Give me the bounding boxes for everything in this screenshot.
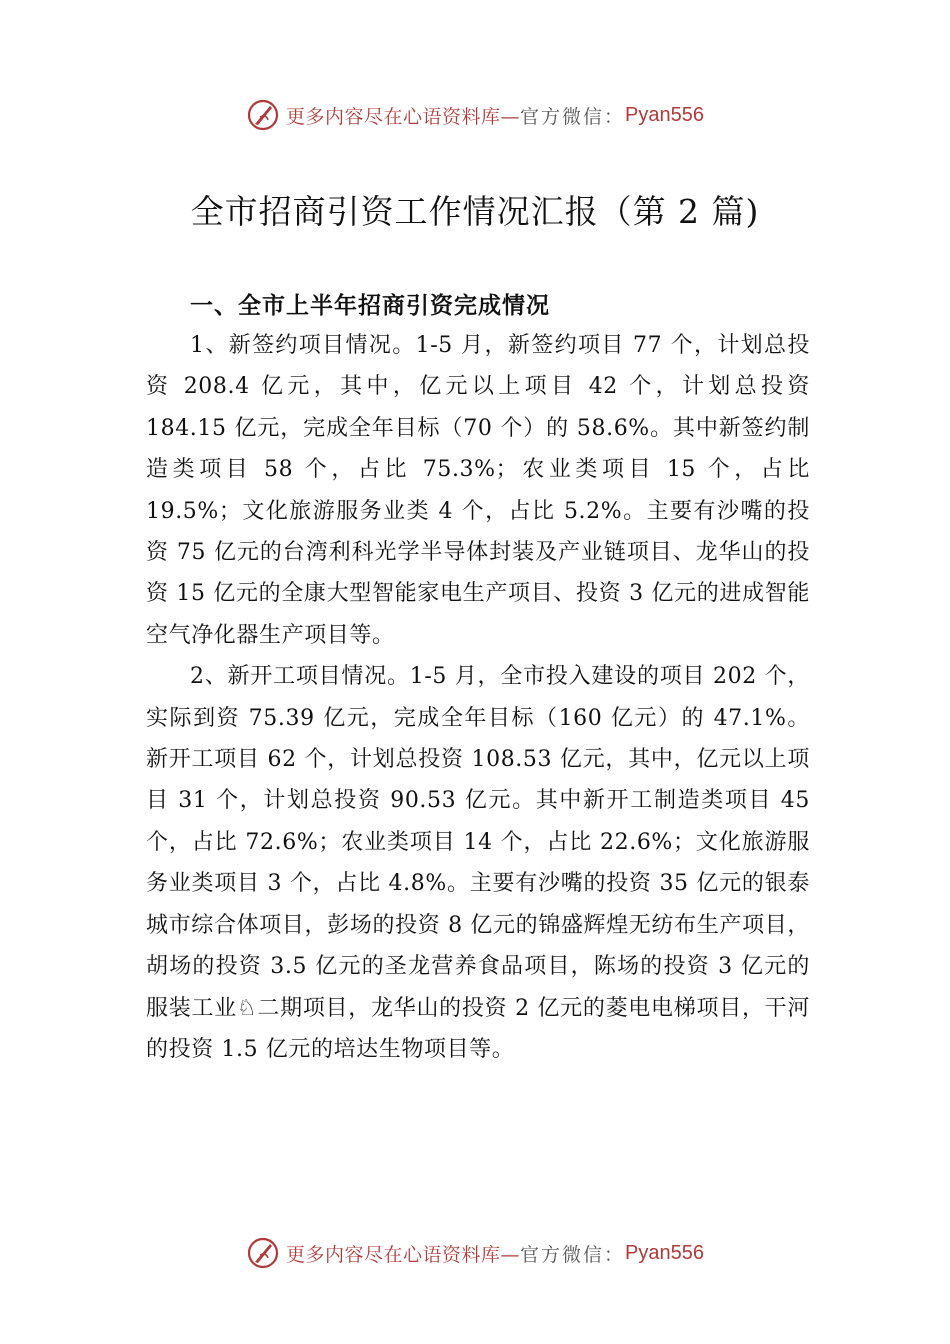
quill-logo-icon <box>246 98 280 132</box>
document-body <box>146 325 810 1070</box>
paragraph-new-started-projects: 2、新开工项目情况。1-5 月，全市投入建设的项目 202 个，实际到资 75.39 亿元，完成全年目标（160 亿元）的 47.1%。新开工项目 62 个，计划总投资 108.53 亿元，其中，亿元以上项目 31 个，计划总投资 90.53 亿元。其中新开工制造类项目 45 个，占比 72.6%；农业类项目 14 个，占比 22.6%；文化旅游服务业类项目 3 个，占比 4.8%。主要有沙嘴的投资 35 亿元的银泰城市综合体项目，彭场的投资 8 亿元的锦盛辉煌无纺布生产项目，胡场的投资 3.5 亿元的圣龙营养食品项目，陈场的投资 3 亿元的服装工业♘二期项目，龙华山的投资 2 亿元的菱电电梯项目，干河的投资 1.5 亿元的培达生物项目等。 <box>146 664 810 1062</box>
header-banner <box>0 95 950 135</box>
banner-text: 更多内容尽在心语资料库— <box>286 1243 521 1266</box>
section-heading: 一、全市上半年招商引资完成情况 <box>190 293 550 319</box>
footer-banner <box>0 1233 950 1273</box>
paragraph-new-signed-projects: 1、新签约项目情况。1-5 月，新签约项目 77 个，计划总投资 208.4 亿元，其中，亿元以上项目 42 个，计划总投资 184.15 亿元，完成全年目标（70 个）的 58.6%。其中新签约制造类项目 58 个，占比 75.3%；农业类项目 15 个，占比 19.5%；文化旅游服务业类 4 个，占比 5.2%。主要有沙嘴的投资 75 亿元的台湾利科光学半导体封装及产业链项目、龙华山的投资 15 亿元的全康大型智能家电生产项目、投资 3 亿元的进成智能空气净化器生产项目等。 <box>146 333 810 648</box>
banner-wechat-id: Pyan556 <box>625 103 704 126</box>
banner-wechat-label: 官方微信： <box>520 1243 626 1266</box>
document-title: 全市招商引资工作情况汇报（第 2 篇) <box>190 192 760 231</box>
banner-text: 更多内容尽在心语资料库— <box>286 105 521 128</box>
quill-logo-icon <box>246 1236 280 1270</box>
banner-wechat-id: Pyan556 <box>625 1241 704 1264</box>
banner-wechat-label: 官方微信： <box>520 105 626 128</box>
